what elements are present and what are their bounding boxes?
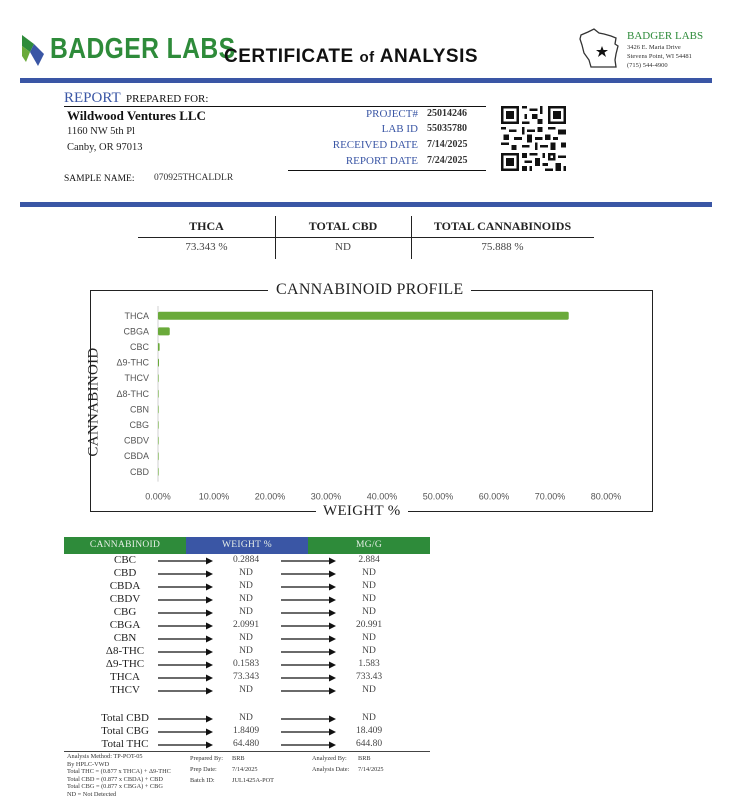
row-arrow-icon [281, 738, 337, 751]
chart-x-tick-label: 80.00% [590, 491, 622, 502]
footer-divider [64, 751, 430, 752]
detail-header-mg-g: MG/G [308, 537, 430, 554]
detail-row-mg: ND [362, 646, 376, 656]
row-arrow-icon [158, 712, 214, 725]
total-row-mg: 644.80 [355, 739, 383, 749]
chart-y-axis-label: CANNABINOID [85, 347, 102, 457]
detail-row-weight: ND [239, 646, 253, 656]
total-thc-formula: Total THC = (0.877 x THCA) + Δ9-THC [67, 768, 171, 776]
sample-name-value: 070925THCALDLR [154, 173, 234, 183]
prep-date-label: Prep Date: [190, 766, 217, 773]
footer-prep-labels [190, 753, 223, 786]
summary-divider [138, 237, 594, 238]
report-label: REPORT [64, 90, 121, 106]
nd-note: ND = Not Detected [67, 790, 117, 798]
lab-address-line-1: 3426 E. Maria Drive [627, 44, 681, 51]
footer-analysis-labels [312, 753, 349, 775]
detail-row-mg: ND [362, 594, 376, 604]
detail-header-weight: WEIGHT % [186, 537, 308, 554]
detail-row-name: CBD [113, 567, 137, 579]
total-row-mg: 18.409 [355, 726, 383, 736]
chart-bar [158, 421, 159, 429]
report-date-value: 7/24/2025 [427, 155, 468, 166]
wisconsin-map-icon [578, 26, 624, 70]
chart-x-tick-label: 70.00% [534, 491, 566, 502]
chart-x-tick-label: 10.00% [198, 491, 230, 502]
prepared-by-label: Prepared By: [190, 755, 224, 762]
row-arrow-icon [158, 738, 214, 751]
row-arrow-icon [281, 725, 337, 738]
chart-x-tick-label: 20.00% [254, 491, 286, 502]
chart-bar [158, 468, 159, 476]
lab-phone: (715) 544-4900 [627, 62, 668, 69]
detail-row-weight: 0.2884 [232, 555, 260, 565]
analysis-by: By HPLC-VWD [67, 760, 110, 768]
footer-analysis-values [358, 753, 384, 775]
report-divider [20, 202, 712, 207]
row-arrow-icon [158, 645, 214, 658]
chart-bar [158, 452, 159, 460]
row-arrow-icon [281, 606, 337, 619]
chart-x-tick-label: 40.00% [366, 491, 398, 502]
title-of: of [359, 49, 375, 66]
detail-row-weight: 0.1583 [232, 659, 260, 669]
total-row-weight: 64.480 [232, 739, 260, 749]
prepared-for-label: PREPARED FOR: [126, 93, 209, 105]
summary-header-thca: THCA [189, 219, 224, 233]
batch-id-value: JUL1425A-POT [232, 777, 274, 784]
qr-code-icon [501, 106, 566, 171]
summary-header-total-cbd: TOTAL CBD [308, 219, 378, 233]
row-arrow-icon [158, 554, 214, 567]
client-name: Wildwood Ventures LLC [67, 108, 206, 123]
detail-row-name: CBG [113, 606, 137, 618]
chart-category-label: CBD [129, 466, 149, 477]
detail-row-name: THCA [110, 671, 140, 683]
chart-category-label: CBDV [123, 435, 149, 446]
chart-category-label: Δ9-THC [116, 357, 149, 368]
detail-row-weight: 2.0991 [232, 620, 260, 630]
report-underline [64, 106, 486, 107]
cannabinoid-profile-chart [110, 300, 640, 505]
row-arrow-icon [281, 671, 337, 684]
chart-title: CANNABINOID PROFILE [268, 281, 471, 299]
received-date-label: RECEIVED DATE [332, 139, 418, 151]
detail-row-name: Δ9-THC [105, 658, 145, 670]
chart-category-label: THCV [124, 373, 149, 384]
summary-table [138, 216, 594, 259]
total-row-name: Total CBG [101, 725, 149, 737]
row-arrow-icon [281, 593, 337, 606]
summary-value-total-cannabinoids: 75.888 % [481, 241, 524, 253]
report-date-label: REPORT DATE [345, 155, 418, 167]
row-arrow-icon [158, 619, 214, 632]
total-cbd-formula: Total CBD = (0.877 x CBDA) + CBD [67, 775, 163, 783]
analyzed-by-label: Analyzed By: [312, 755, 347, 762]
detail-row-name: CBC [113, 554, 136, 566]
analysis-date-value: 7/14/2025 [358, 766, 384, 773]
summary-header-total-cannabinoids: TOTAL CANNABINOIDS [433, 219, 572, 233]
detail-row-weight: ND [239, 594, 253, 604]
detail-row-name: CBN [113, 632, 137, 644]
detail-row-name: Δ8-THC [105, 645, 145, 657]
lab-id-label: LAB ID [381, 123, 418, 135]
detail-row-name: CBDV [109, 593, 141, 605]
chart-x-tick-label: 30.00% [310, 491, 342, 502]
detail-row-weight: ND [239, 685, 253, 695]
chart-bar [158, 327, 170, 335]
chart-category-label: THCA [124, 310, 149, 321]
detail-row-mg: 1.583 [358, 659, 380, 669]
chart-bar [158, 405, 159, 413]
badger-logo-icon [20, 32, 46, 68]
analyzed-by-value: BRB [358, 755, 371, 762]
row-arrow-icon [281, 567, 337, 580]
total-row-name: Total THC [101, 738, 149, 750]
chart-x-tick-label: 60.00% [478, 491, 510, 502]
header-divider [20, 78, 712, 83]
detail-row-name: THCV [110, 684, 140, 696]
row-arrow-icon [281, 580, 337, 593]
lab-id-value: 55035780 [427, 123, 467, 134]
analysis-method: Analysis Method: TP-POT-05 [67, 753, 143, 760]
row-arrow-icon [281, 712, 337, 725]
chart-bar [158, 343, 160, 351]
title-part-2: ANALYSIS [379, 46, 479, 67]
lab-address-line-2: Stevens Point, WI 54481 [627, 53, 692, 60]
summary-value-total-cbd: ND [335, 241, 351, 253]
row-arrow-icon [158, 632, 214, 645]
analysis-date-label: Analysis Date: [312, 766, 350, 773]
row-arrow-icon [281, 632, 337, 645]
detail-row-weight: ND [239, 633, 253, 643]
detail-row-mg: ND [362, 607, 376, 617]
row-arrow-icon [281, 684, 337, 697]
detail-row-weight: ND [239, 581, 253, 591]
client-address-line-1: 1160 NW 5th Pl [67, 126, 135, 137]
row-arrow-icon [158, 658, 214, 671]
detail-row-weight: ND [239, 568, 253, 578]
client-address-line-2: Canby, OR 97013 [67, 142, 143, 153]
chart-category-label: CBGA [123, 326, 149, 337]
row-arrow-icon [158, 606, 214, 619]
detail-row-mg: 2.884 [358, 555, 380, 565]
row-arrow-icon [158, 671, 214, 684]
chart-x-axis-label: WEIGHT % [316, 503, 408, 520]
row-arrow-icon [158, 725, 214, 738]
sample-name-label: SAMPLE NAME: [64, 174, 135, 184]
chart-bar [158, 390, 159, 398]
detail-row-mg: 20.991 [355, 620, 383, 630]
detail-header-cannabinoid: CANNABINOID [64, 537, 186, 554]
project-number-label: PROJECT# [366, 108, 418, 120]
row-arrow-icon [281, 645, 337, 658]
project-number-value: 25014246 [427, 108, 467, 119]
row-arrow-icon [158, 580, 214, 593]
lab-address [627, 43, 692, 70]
chart-x-tick-label: 0.00% [145, 491, 171, 502]
detail-row-mg: ND [362, 633, 376, 643]
detail-row-weight: ND [239, 607, 253, 617]
total-row-mg: ND [362, 713, 376, 723]
chart-bar [158, 437, 159, 445]
detail-row-name: CBGA [109, 619, 141, 631]
row-arrow-icon [158, 593, 214, 606]
chart-category-label: CBG [129, 420, 149, 430]
detail-row-name: CBDA [109, 580, 141, 592]
row-arrow-icon [281, 554, 337, 567]
batch-id-label: Batch ID: [190, 777, 215, 784]
detail-row-mg: ND [362, 685, 376, 695]
chart-category-label: CBDA [123, 451, 149, 462]
chart-bar [158, 374, 159, 382]
footer-method-notes [67, 753, 171, 799]
summary-value-thca: 73.343 % [185, 241, 228, 253]
chart-bar [158, 359, 159, 367]
detail-row-weight: 73.343 [232, 672, 260, 682]
received-date-value: 7/14/2025 [427, 139, 468, 150]
prep-date-value: 7/14/2025 [232, 766, 258, 773]
total-row-weight: 1.8409 [232, 726, 260, 736]
detail-row-mg: ND [362, 568, 376, 578]
total-cbg-formula: Total CBG = (0.877 x CBGA) + CBG [67, 783, 163, 791]
chart-category-label: Δ8-THC [116, 388, 149, 399]
chart-bar [158, 312, 569, 320]
footer-prep-values [232, 753, 274, 786]
row-arrow-icon [281, 619, 337, 632]
total-row-name: Total CBD [101, 712, 149, 724]
chart-x-tick-label: 50.00% [422, 491, 454, 502]
chart-category-label: CBN [129, 404, 149, 415]
row-arrow-icon [158, 567, 214, 580]
certificate-title [224, 46, 478, 68]
lab-name: BADGER LABS [627, 30, 704, 42]
logo-text: BADGER LABS [50, 33, 236, 65]
prepared-by-value: BRB [232, 755, 245, 762]
row-arrow-icon [158, 684, 214, 697]
row-arrow-icon [281, 658, 337, 671]
meta-underline [288, 170, 486, 171]
chart-category-label: CBC [129, 342, 149, 352]
detail-row-mg: 733.43 [355, 672, 383, 682]
title-part-1: CERTIFICATE [224, 46, 354, 67]
detail-row-mg: ND [362, 581, 376, 591]
total-row-weight: ND [239, 713, 253, 723]
